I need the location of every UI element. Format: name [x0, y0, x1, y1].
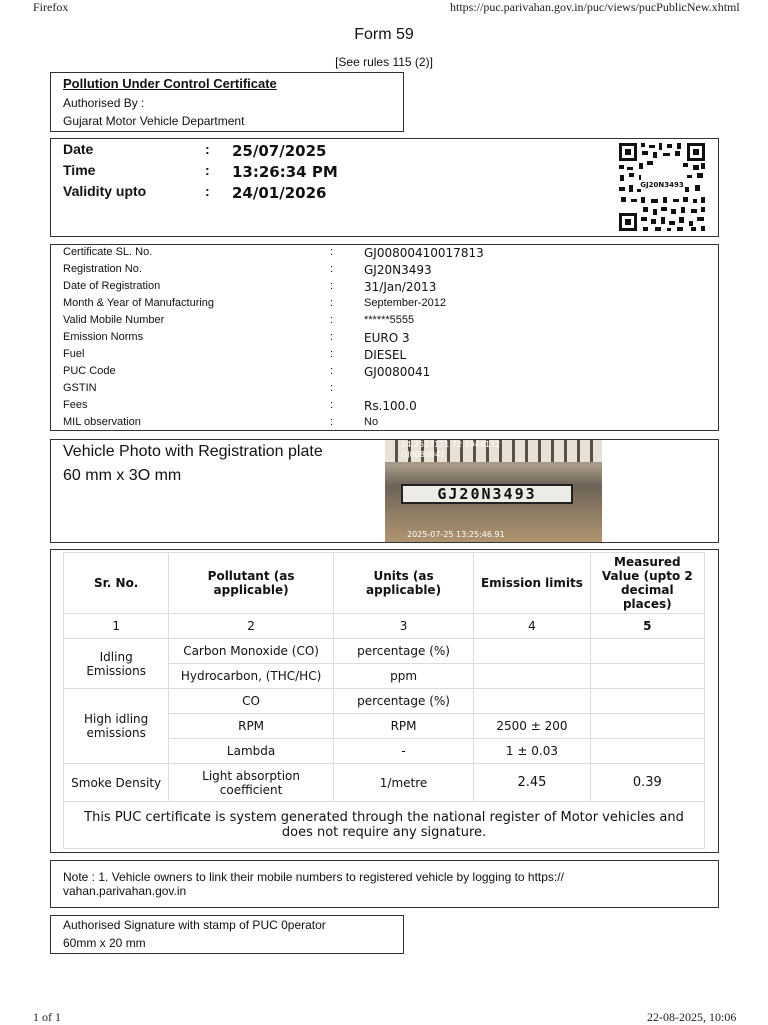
- column-number-5: 5: [590, 614, 704, 639]
- detail-label: Fees: [63, 399, 88, 411]
- measured-cell: [590, 689, 704, 714]
- note-text: Note : 1. Vehicle owners to link their mobile numbers to registered vehicle by logging to https:// vahan.parivahan.gov.in: [63, 870, 564, 898]
- units-cell: ppm: [333, 664, 473, 689]
- detail-label: PUC Code: [63, 365, 116, 377]
- pollutant-cell: Light absorption coefficient: [169, 764, 334, 802]
- detail-label: Date of Registration: [63, 280, 161, 292]
- measured-cell: [590, 714, 704, 739]
- time-colon: :: [205, 162, 210, 178]
- limit-cell: [474, 639, 590, 664]
- units-cell: -: [333, 739, 473, 764]
- system-generated-notice: This PUC certificate is system generated through the national register of Motor vehicles and does not require any signature.: [64, 802, 705, 849]
- pollutant-cell: RPM: [169, 714, 334, 739]
- detail-label: Month & Year of Manufacturing: [63, 297, 215, 309]
- qr-code: [617, 141, 707, 233]
- date-value: 25/07/2025: [232, 142, 327, 160]
- time-value: 13:26:34 PM: [232, 163, 338, 181]
- detail-label: Fuel: [63, 348, 85, 360]
- form-subtitle: [See rules 115 (2)]: [335, 55, 433, 69]
- print-timestamp: 22-08-2025, 10:06: [647, 1010, 737, 1024]
- detail-label: Emission Norms: [63, 331, 144, 343]
- limit-cell: [474, 664, 590, 689]
- validity-value: 24/01/2026: [232, 184, 327, 202]
- validity-label: Validity upto: [63, 183, 147, 199]
- detail-colon: :: [330, 314, 334, 326]
- date-label: Date: [63, 141, 94, 157]
- detail-colon: :: [330, 416, 334, 428]
- photo-caption-line2: 60 mm x 3O mm: [63, 467, 182, 484]
- certificate-heading: Pollution Under Control Certificate: [63, 76, 277, 91]
- detail-value: GJ0080041: [364, 365, 431, 379]
- header-emission-limits: Emission limits: [474, 553, 590, 614]
- limit-cell: 2500 ± 200: [474, 714, 590, 739]
- detail-colon: :: [330, 348, 334, 360]
- table-number-row: [64, 614, 705, 639]
- limit-cell: 1 ± 0.03: [474, 739, 590, 764]
- detail-value: September-2012: [364, 297, 446, 309]
- browser-name: Firefox: [33, 0, 69, 14]
- qr-center-text: GJ20N3493: [640, 181, 684, 189]
- column-number-4: 4: [474, 614, 590, 639]
- column-number-3: 3: [333, 614, 473, 639]
- date-colon: :: [205, 141, 210, 157]
- emission-table: [63, 552, 705, 849]
- table-row: [64, 639, 705, 664]
- registration-plate-text: GJ20N3493: [437, 485, 537, 503]
- signature-line2: 60mm x 20 mm: [63, 936, 146, 950]
- units-cell: RPM: [333, 714, 473, 739]
- page-count: 1 of 1: [33, 1010, 61, 1024]
- detail-value: Rs.100.0: [364, 399, 417, 413]
- vehicle-details-box: [50, 244, 719, 431]
- pollutant-cell: Lambda: [169, 739, 334, 764]
- measured-cell: [590, 639, 704, 664]
- detail-colon: :: [330, 382, 334, 394]
- photo-caption-line1: Vehicle Photo with Registration plate: [63, 443, 323, 460]
- photo-gps-stamp: 24.2537171 72.1944112: [401, 440, 501, 449]
- detail-label: MIL observation: [63, 416, 141, 428]
- signature-box: [50, 915, 404, 954]
- detail-value: 31/Jan/2013: [364, 280, 437, 294]
- header-units: Units (as applicable): [333, 553, 473, 614]
- photo-time-stamp: 2025-07-25 13:25:46.91: [407, 530, 505, 539]
- table-footer-row: [64, 802, 705, 849]
- header-pollutant: Pollutant (as applicable): [169, 553, 334, 614]
- detail-colon: :: [330, 399, 334, 411]
- photo-code-stamp: GJ0080041: [401, 450, 446, 459]
- header-measured-value: Measured Value (upto 2 decimal places): [590, 553, 704, 614]
- measured-cell: [590, 739, 704, 764]
- vehicle-photo-box: [50, 439, 719, 543]
- idling-emissions-label: Idling Emissions: [64, 639, 169, 689]
- detail-label: GSTIN: [63, 382, 97, 394]
- measured-cell: 0.39: [590, 764, 704, 802]
- detail-colon: :: [330, 280, 334, 292]
- limit-cell: [474, 689, 590, 714]
- signature-line1: Authorised Signature with stamp of PUC 0perator: [63, 918, 326, 932]
- detail-colon: :: [330, 297, 334, 309]
- detail-value: No: [364, 416, 379, 428]
- table-header-row: [64, 553, 705, 614]
- units-cell: percentage (%): [333, 639, 473, 664]
- units-cell: percentage (%): [333, 689, 473, 714]
- smoke-density-label: Smoke Density: [64, 764, 169, 802]
- column-number-2: 2: [169, 614, 334, 639]
- detail-colon: :: [330, 246, 334, 258]
- detail-value: EURO 3: [364, 331, 410, 345]
- measured-cell: [590, 664, 704, 689]
- certificate-header-box: [50, 72, 404, 132]
- authorised-by-label: Authorised By :: [63, 96, 145, 110]
- detail-label: Certificate SL. No.: [63, 246, 153, 258]
- page-url[interactable]: https://puc.parivahan.gov.in/puc/views/pucPublicNew.xhtml: [450, 0, 740, 14]
- detail-colon: :: [330, 263, 334, 275]
- note-box: [50, 860, 719, 908]
- detail-value: DIESEL: [364, 348, 407, 362]
- pollutant-cell: Hydrocarbon, (THC/HC): [169, 664, 334, 689]
- pollutant-cell: Carbon Monoxide (CO): [169, 639, 334, 664]
- detail-label: Registration No.: [63, 263, 142, 275]
- detail-colon: :: [330, 365, 334, 377]
- table-row: [64, 689, 705, 714]
- detail-value: ******5555: [364, 314, 415, 326]
- units-cell: 1/metre: [333, 764, 473, 802]
- limit-cell: 2.45: [474, 764, 590, 802]
- high-idling-label: High idling emissions: [64, 689, 169, 764]
- date-time-box: [50, 138, 719, 237]
- pollutant-cell: CO: [169, 689, 334, 714]
- table-row: [64, 764, 705, 802]
- header-sr-no: Sr. No.: [64, 553, 169, 614]
- form-title: Form 59: [354, 26, 414, 43]
- vehicle-photo: [385, 440, 602, 542]
- detail-colon: :: [330, 331, 334, 343]
- detail-label: Valid Mobile Number: [63, 314, 165, 326]
- department-name: Gujarat Motor Vehicle Department: [63, 114, 245, 128]
- validity-colon: :: [205, 183, 210, 199]
- detail-value: GJ00800410017813: [364, 246, 484, 260]
- time-label: Time: [63, 162, 96, 178]
- detail-value: GJ20N3493: [364, 263, 432, 277]
- column-number-1: 1: [64, 614, 169, 639]
